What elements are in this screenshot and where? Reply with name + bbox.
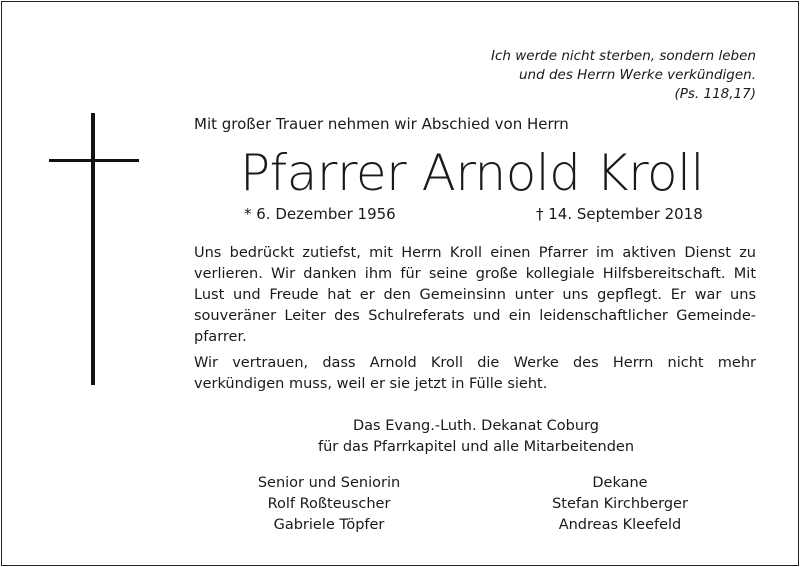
signature-name: Rolf Roßteuscher <box>267 496 391 512</box>
signature-title: Dekane <box>592 475 648 491</box>
text-line: souveräner Leiter des Schulreferats und ein leidenschaftlicher Gemeinde- <box>194 308 756 324</box>
obituary-text <box>194 243 756 395</box>
text-line: verkündigen muss, weil er sie jetzt in Fülle sieht. <box>194 376 548 392</box>
signature-name: Gabriele Töpfer <box>273 517 385 533</box>
text-line: pfarrer. <box>194 329 247 345</box>
sender-line-2: für das Pfarrkapitel und alle Mitarbeitenden <box>317 439 635 455</box>
text-line: Wir vertrauen, dass Arnold Kroll die Werke des Herrn nicht mehr <box>194 355 756 371</box>
paragraph-1 <box>194 243 756 348</box>
cross-vertical-beam <box>91 113 95 385</box>
signature-name: Andreas Kleefeld <box>558 517 682 533</box>
text-line: Uns bedrückt zutiefst, mit Herrn Kroll einen Pfarrer im aktiven Dienst zu <box>194 245 756 261</box>
signature-name: Stefan Kirchberger <box>552 496 688 512</box>
death-date: † 14. September 2018 <box>536 205 703 223</box>
paragraph-2 <box>194 353 756 395</box>
quote-reference: (Ps. 118,17) <box>674 86 756 102</box>
deceased-name: Pfarrer Arnold Kroll <box>240 144 704 202</box>
signature-title: Senior und Seniorin <box>257 475 401 491</box>
birth-date: * 6. Dezember 1956 <box>244 205 396 223</box>
quote-line-2: und des Herrn Werke verkündigen. <box>518 67 756 83</box>
signature-left <box>229 473 429 536</box>
quote-line-1: Ich werde nicht sterben, sondern leben <box>491 48 756 64</box>
sender-block <box>296 416 656 458</box>
signature-right <box>520 473 720 536</box>
text-line: Lust und Freude hat er den Gemeinsinn unter uns gepflegt. Er war uns <box>194 287 756 303</box>
cross-horizontal-beam <box>49 159 139 162</box>
bible-quote <box>491 47 756 104</box>
intro-text: Mit großer Trauer nehmen wir Abschied von Herrn <box>194 115 569 133</box>
text-line: verlieren. Wir danken ihm für seine große kollegiale Hilfsbereitschaft. Mit <box>194 266 756 282</box>
sender-line-1: Das Evang.-Luth. Dekanat Coburg <box>353 418 599 434</box>
